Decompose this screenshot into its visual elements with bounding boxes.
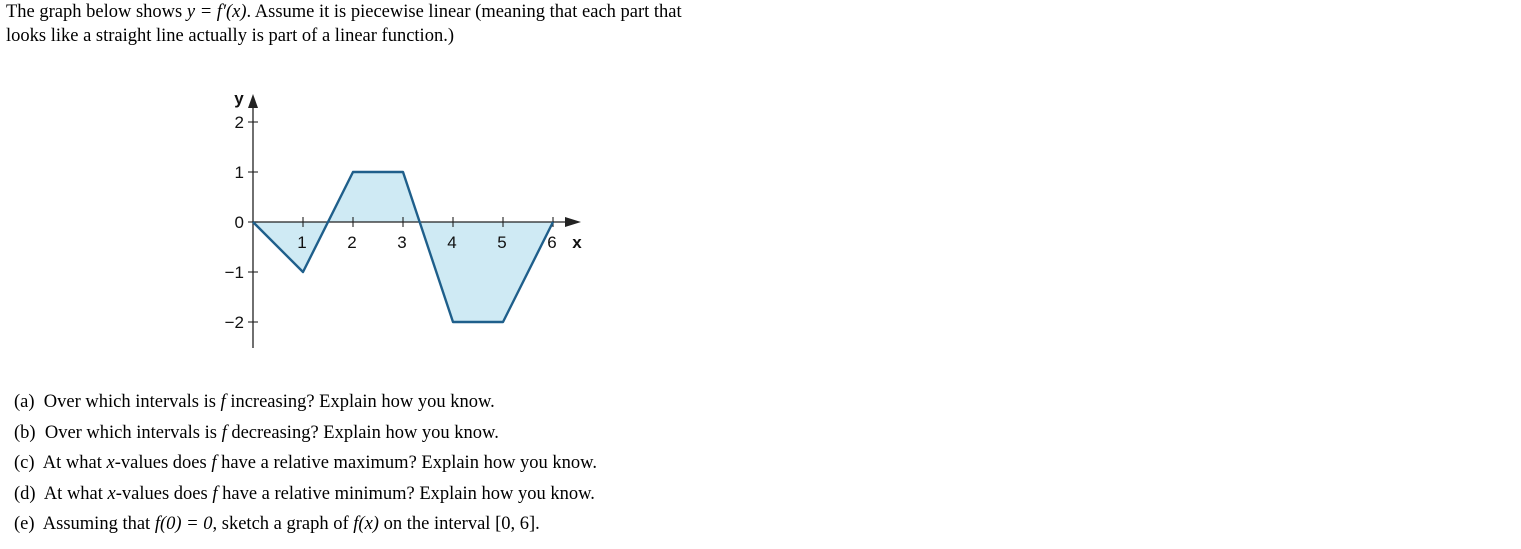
y-tick-label: −1 [224,263,244,282]
intro-text: The graph below shows [6,2,187,22]
x-axis-arrow-icon [565,217,581,227]
intro-line-2: looks like a straight line actually is part of a linear function.) [6,26,454,46]
y-axis-label: y [234,90,244,108]
question-d: (d) At what x-values does f have a relative minimum? Explain how you know. [14,483,595,504]
x-tick-label: 3 [397,233,407,252]
question-c: (c) At what x-values does f have a relative maximum? Explain how you know. [14,453,597,474]
intro-text-continued: . Assume it is piecewise linear (meaning that each part that [246,2,682,22]
intro-line-1 [6,0,826,24]
problem-intro [6,0,826,48]
y-axis-arrow-icon [248,94,258,108]
y-tick-label: −2 [224,313,244,332]
y-tick-label: 1 [234,163,244,182]
x-tick-label: 2 [347,233,357,252]
y-tick-label: 0 [234,213,244,232]
question-a: (a) Over which intervals is f increasing? Explain how you know. [14,392,495,412]
x-tick-label: 6 [547,233,557,252]
question-e: (e) Assuming that f(0) = 0, sketch a graph of f(x) on the interval [0, 6]. [14,514,540,535]
intro-math: y = f′(x) [186,2,247,22]
question-list [14,389,597,542]
derivative-graph [195,90,595,364]
x-axis-label: x [572,233,582,252]
x-tick-label: 4 [447,233,457,252]
x-tick-label: 1 [297,233,307,252]
x-tick-label: 5 [497,233,507,252]
derivative-graph-svg [195,90,595,360]
question-b: (b) Over which intervals is f decreasing? Explain how you know. [14,422,499,443]
y-tick-label: 2 [234,113,244,132]
